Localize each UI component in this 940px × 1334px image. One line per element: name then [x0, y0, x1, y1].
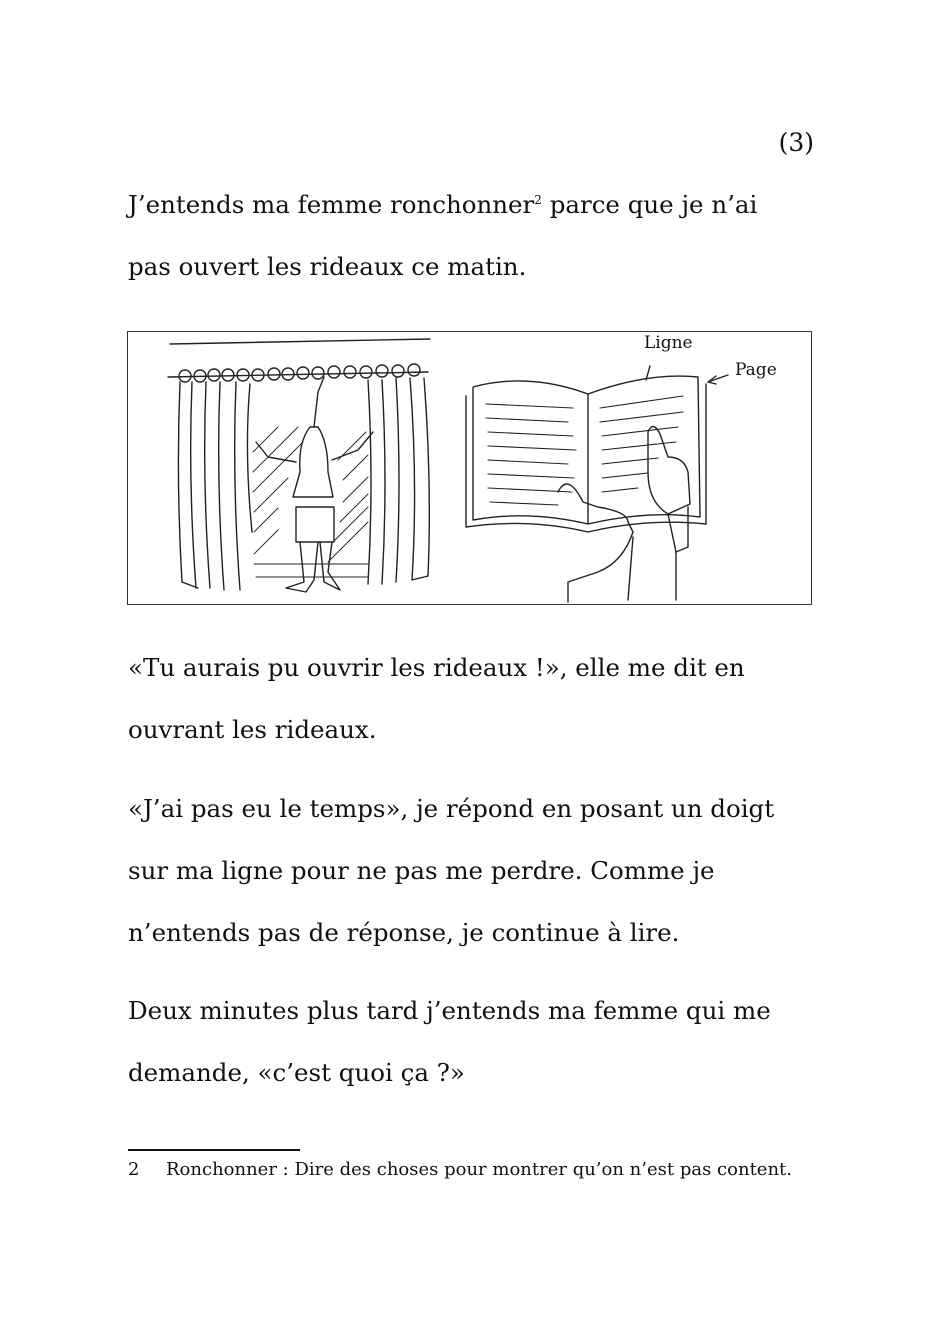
paragraph-3 [128, 778, 818, 964]
p1-line-2: pas ouvert les rideaux ce matin. [128, 252, 527, 281]
p3-line-1: «J’ai pas eu le temps», je répond en posant un doigt [128, 794, 775, 823]
footnote-reference[interactable]: 2 [534, 192, 542, 207]
paragraph-4 [128, 980, 818, 1104]
footnote-number: 2 [128, 1159, 140, 1180]
p1-text-before: J’entends ma femme ronchonner [128, 190, 535, 219]
page-number: (3) [778, 128, 814, 157]
p4-line-2: demande, «c’est quoi ça ?» [128, 1058, 465, 1087]
paragraph-2 [128, 637, 818, 761]
p4-line-1: Deux minutes plus tard j’entends ma femme qui me [128, 996, 771, 1025]
footnote-divider [128, 1149, 300, 1151]
book-drawing-icon [466, 366, 728, 602]
illustration-drawing [128, 332, 813, 606]
label-page: Page [735, 360, 777, 380]
curtain-drawing-icon [168, 339, 430, 592]
label-ligne: Ligne [644, 333, 693, 353]
p3-line-3: n’entends pas de réponse, je continue à lire. [128, 918, 680, 947]
illustration-frame [127, 331, 812, 605]
paragraph-1 [128, 174, 818, 298]
p2-line-1: «Tu aurais pu ouvrir les rideaux !», elle me dit en [128, 653, 745, 682]
p1-text-after: parce que je n’ai [541, 190, 758, 219]
p2-line-2: ouvrant les rideaux. [128, 715, 377, 744]
footnote-text: Ronchonner : Dire des choses pour montrer qu’on n’est pas content. [166, 1159, 793, 1180]
p3-line-2: sur ma ligne pour ne pas me perdre. Comme je [128, 856, 715, 885]
